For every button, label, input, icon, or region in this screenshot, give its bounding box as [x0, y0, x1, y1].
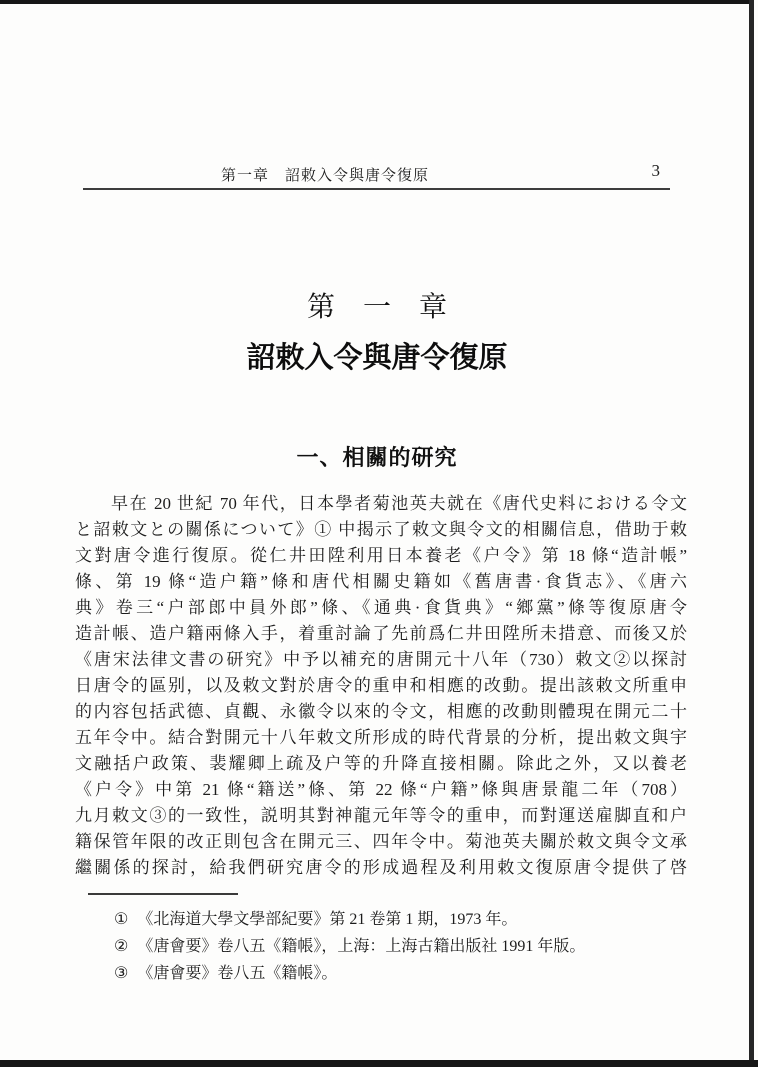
scan-edge-bottom [0, 1060, 758, 1067]
body-line: 籍保管年限的改正則包含在開元三、四年令中。菊池英夫關於敕文與令文承 [75, 832, 687, 851]
footnote [114, 906, 694, 933]
page-number: 3 [651, 161, 660, 180]
chapter-number: 第 一 章 [306, 292, 447, 323]
body-line: と詔敕文との關係について》① 中揭示了敕文與令文的相關信息，借助于敕 [75, 520, 687, 539]
body-line: 日唐令的區别，以及敕文對於唐令的重申和相應的改動。提出該敕文所重申 [75, 676, 687, 695]
body-line: 造計帳、造户籍兩條入手，着重討論了先前爲仁井田陞所未措意、而後又於 [75, 624, 687, 643]
footnote-text: 《唐會要》卷八五《籍帳》，上海：上海古籍出版社 1991 年版。 [137, 938, 586, 955]
running-header [83, 157, 670, 190]
body-line: 五年令中。結合對開元十八年敕文所形成的時代背景的分析，提出敕文與宇 [75, 728, 687, 747]
footnote-text: 《唐會要》卷八五《籍帳》。 [137, 965, 338, 982]
scan-edge-right [749, 0, 754, 1067]
running-header-title: 第一章 詔敕入令與唐令復原 [221, 168, 430, 184]
body-line: 早在 20 世紀 70 年代，日本學者菊池英夫就在《唐代史料における令文 [111, 494, 687, 513]
chapter-title: 詔敕入令與唐令復原 [246, 342, 508, 374]
footnote-text: 《北海道大學文學部紀要》第 21 卷第 1 期，1973 年。 [137, 911, 518, 928]
body-line: 《唐宋法律文書の研究》中予以補充的唐開元十八年（730）敕文②以探討 [75, 650, 687, 669]
footnote-marker: ③ [114, 965, 129, 982]
scan-edge-top [0, 0, 753, 4]
body-line: 的内容包括武德、貞觀、永徽令以來的令文，相應的改動則體現在開元二十 [75, 702, 687, 721]
body-paragraph [75, 491, 687, 881]
body-line: 文對唐令進行復原。從仁井田陞利用日本養老《户令》第 18 條“造計帳” [75, 546, 687, 565]
footnote-separator [88, 893, 238, 895]
footnotes [114, 906, 694, 987]
footnote-marker: ② [114, 938, 129, 955]
body-line: 典》卷三“户部郎中員外郎”條、《通典·食貨典》“鄉黨”條等復原唐令 [75, 598, 687, 617]
body-line: 《户令》中第 21 條“籍送”條、第 22 條“户籍”條與唐景龍二年（708） [75, 780, 687, 799]
footnote [114, 933, 694, 960]
body-line: 條、第 19 條“造户籍”條和唐代相關史籍如《舊唐書·食貨志》、《唐六 [75, 572, 687, 591]
footnote [114, 960, 694, 987]
footnote-marker: ① [114, 911, 129, 928]
body-line: 文融括户政策、裴耀卿上疏及户等的升降直接相關。除此之外，又以養老 [75, 754, 687, 773]
section-heading: 一、相關的研究 [296, 445, 458, 470]
body-line: 繼關係的探討，給我們研究唐令的形成過程及利用敕文復原唐令提供了啓 [75, 858, 687, 877]
body-line: 九月敕文③的一致性，説明其對神龍元年等令的重申，而對運送雇脚直和户 [75, 806, 687, 825]
